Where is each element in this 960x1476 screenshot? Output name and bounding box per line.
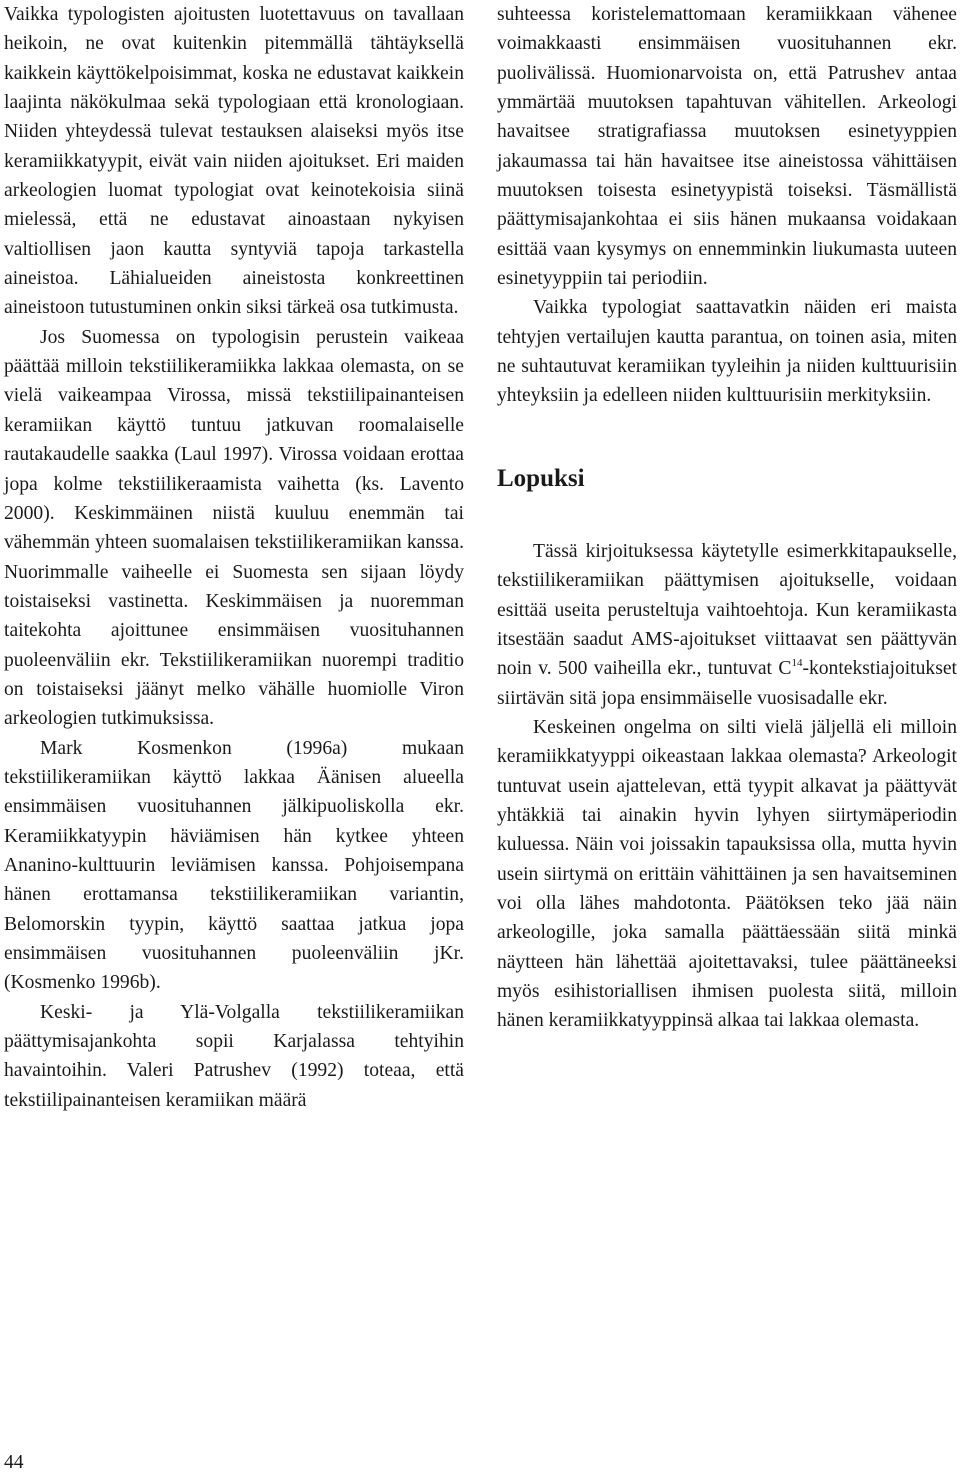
conclusion-text-after: -kontekstiajoitukset siirtävän sitä jopa ensimmäiselle vuosisadalle ekr. xyxy=(497,658,957,709)
left-column xyxy=(4,0,464,1115)
paragraph-finland-estonia: Jos Suomessa on typologisin perustein vaikeaa päättää milloin tekstiilikeramiikka lakkaa olemasta, on se vielä vaikeampaa Virossa, missä tekstiilipainanteisen keramiikan käyttö tuntuu jatkuvan roomalaiselle rautakaudelle saakka (Laul 1997). Virossa voidaan erottaa jopa kolme tekstiilikeraamista vaihetta (ks. Lavento 2000). Keskimmäinen niistä kuuluu enemmän tai vähemmän yhteen suomalaisen tekstiilikeramiikan kanssa. Nuorimmalle vaiheelle ei Suomesta sen sijaan löydy toistaiseksi vastinetta. Keskimmäisen ja nuoremman taitekohta ajoittunee ensimmäisen vuosituhannen puoleenväliin ekr. Tekstiilikeramiikan nuorempi traditio on toistaiseksi jäänyt melko vähälle huomiolle Viron arkeologien tutkimuksissa. xyxy=(4,326,464,730)
section-heading-lopuksi: Lopuksi xyxy=(497,464,585,492)
paragraph-volga: Keski- ja Ylä-Volgalla tekstiilikeramiikan päättymisajankohta sopii Karjalassa tehtyihin havaintoihin. Valeri Patrushev (1992) toteaa, että tekstiilipainanteisen keramiikan määrä xyxy=(4,1001,464,1111)
superscript-14: 14 xyxy=(791,657,803,670)
paragraph-patrushev: suhteessa koristelemattomaan keramiikkaan vähenee voimakkaasti ensimmäisen vuosituhannen ekr. puolivälissä. Huomionarvoista on, että Patrushev antaa ymmärtää muutoksen tapahtuvan vähitellen. Arkeologi havaitsee stratigrafiassa muutoksen esinetyyppien jakaumassa tai hän havaitsee itse aineistossa vähittäisen muutoksen toisesta esinetyypistä toiseksi. Täsmällistä päättymisajankohtaa ei siis hänen mukaansa voidakaan esittää vaan kysymys on ennemminkin liukumasta uuteen esinetyyppiin tai periodiin. xyxy=(497,4,957,290)
paragraph-kosmenko: Mark Kosmenkon (1996a) mukaan tekstiilikeramiikan käyttö lakkaa Äänisen alueella ensimmäisen vuosituhannen jälkipuoliskolla ekr. Keramiikkatyypin häviämisen hän kytkee yhteen Ananino-kulttuurin leviämisen kanssa. Pohjoisempana hänen erottamansa tekstiilikeramiikan variantin, Belomorskin tyypin, käyttö saattaa jatkua jopa ensimmäisen vuosituhannen puoleenväliin jKr. (Kosmenko 1996b). xyxy=(4,737,464,994)
paragraph-conclusion-problem: Keskeinen ongelma on silti vielä jäljellä eli milloin keramiikkatyyppi oikeastaan lakkaa olemasta? Arkeologit tuntuvat usein ajattelevan, että tyypit alkavat ja päättyvät yhtäkkiä tai ainakin hyvin lyhyen siirtymäperiodin kuluessa. Näin voi joissakin tapauksissa olla, mutta hyvin usein siirtymä on erittäin vähittäinen ja sen havaitseminen voi olla lähes mahdotonta. Päätöksen teko jää näin arkeologille, joka samalla päättäessään siitä minkä näytteen hän lähettää ajoitettavaksi, tulee päättäneeksi myös esihistoriallisen ihmisen puolesta siitä, milloin hänen keramiikkatyyppinsä alkaa tai lakkaa olemasta. xyxy=(497,716,957,1032)
conclusion-text-before: Tässä kirjoituksessa käytetylle esimerkkitapaukselle, tekstiilikeramiikan päättymisen ajoitukselle, voidaan esittää useita perusteltuja vaihtoehtoja. Kun keramiikasta itsestään saadut AMS-ajoitukset viittaavat sen päättyvän noin v. 500 vaiheilla ekr., tuntuvat C xyxy=(497,540,957,680)
paragraph-typology-comparison: Vaikka typologiat saattavatkin näiden eri maista tehtyjen vertailujen kautta parantua, on toinen asia, miten ne suhtautuvat keramiikan tyyleihin ja niiden kulttuurisiin yhteyksiin ja edelleen niiden kulttuurisiin merkityksiin. xyxy=(497,297,957,407)
page-number: 44 xyxy=(4,1452,24,1473)
paragraph-typology-reliability: Vaikka typologisten ajoitusten luotettavuus on tavallaan heikoin, ne ovat kuitenkin pitemmällä tähtäyksellä kaikkein käyttökelpoisimmat, koska ne edustavat kaikkein laajinta näkökulmaa sekä typologiaan että kronologiaan. Niiden yhteydessä tulevat testauksen alaiseksi myös itse keramiikkatyypit, eivät vain niiden ajoitukset. Eri maiden arkeologien luomat typologiat ovat keinotekoisia siinä mielessä, että ne edustavat ainoastaan nykyisen valtiollisen jaon kautta syntyviä tapoja tarkastella aineistoa. Lähialueiden aineistosta konkreettinen aineistoon tutustuminen onkin siksi tärkeä osa tutkimusta. xyxy=(4,4,464,319)
right-column xyxy=(497,0,957,1036)
paragraph-conclusion-dating xyxy=(497,537,957,713)
